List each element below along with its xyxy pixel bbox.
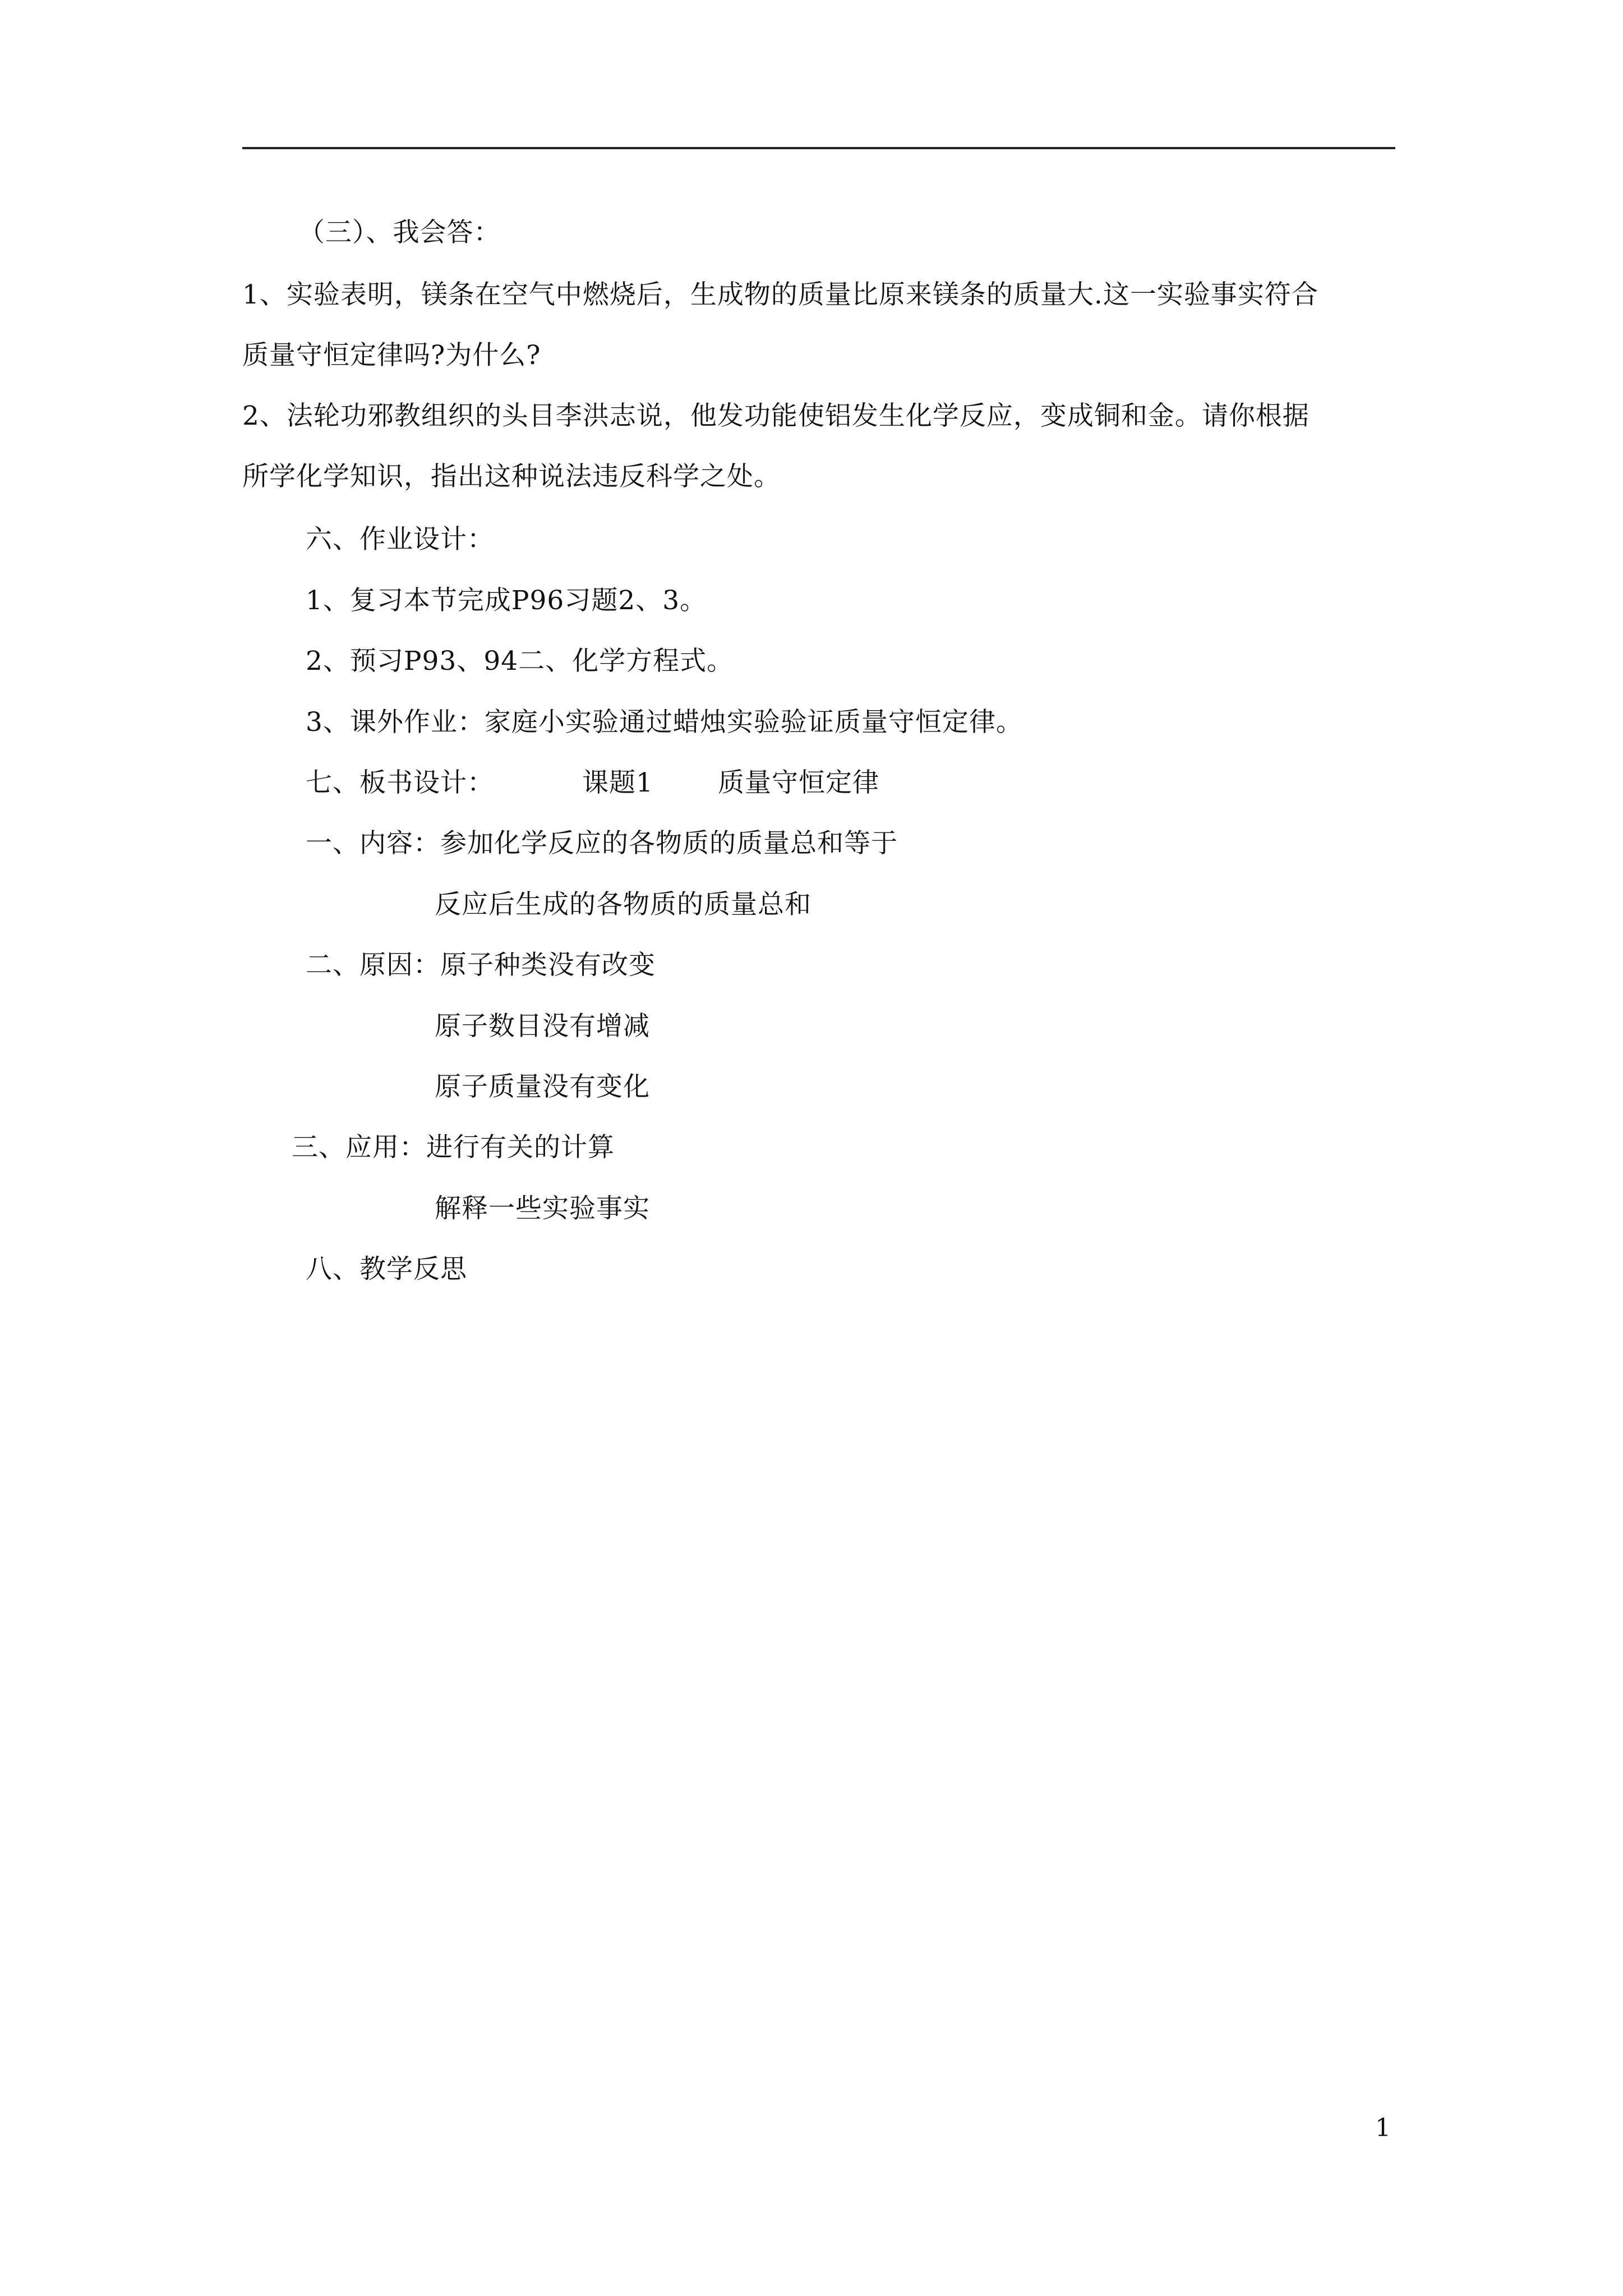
board-lesson-number: 课题1	[582, 767, 653, 798]
reflection-heading: 八、教学反思	[306, 1254, 467, 1285]
board-reason-line-1: 二、原因：原子种类没有改变	[306, 950, 656, 981]
board-application-line-2: 解释一些实验事实	[435, 1193, 650, 1224]
board-reason-line-2: 原子数目没有增减	[435, 1011, 650, 1042]
question-2-line-1: 2、法轮功邪教组织的头目李洪志说，他发功能使铝发生化学反应，变成铜和金。请你根据	[242, 401, 1310, 431]
question-1-line-1: 1、实验表明，镁条在空气中燃烧后，生成物的质量比原来镁条的质量大.这一实验事实符合	[242, 279, 1318, 310]
header-rule	[242, 147, 1395, 149]
board-lesson-title: 质量守恒定律	[718, 767, 879, 798]
section-3-heading: （三）、我会答：	[298, 217, 501, 248]
board-application-line-1: 三、应用：进行有关的计算	[292, 1132, 615, 1163]
board-heading: 七、板书设计：	[306, 767, 494, 798]
question-1-line-2: 质量守恒定律吗?为什么?	[242, 340, 541, 371]
homework-item-1: 1、复习本节完成P96习题2、3。	[306, 585, 707, 616]
board-content-line-1: 一、内容：参加化学反应的各物质的质量总和等于	[306, 828, 898, 859]
board-reason-line-3: 原子质量没有变化	[435, 1071, 650, 1102]
question-2-line-2: 所学化学知识，指出这种说法违反科学之处。	[242, 461, 781, 492]
board-content-line-2: 反应后生成的各物质的质量总和	[435, 889, 811, 920]
homework-item-2: 2、预习P93、94二、化学方程式。	[306, 646, 734, 677]
page-number: 1	[1375, 2114, 1391, 2142]
homework-heading: 六、作业设计：	[306, 524, 494, 555]
homework-item-3: 3、课外作业：家庭小实验通过蜡烛实验验证质量守恒定律。	[306, 707, 1023, 738]
